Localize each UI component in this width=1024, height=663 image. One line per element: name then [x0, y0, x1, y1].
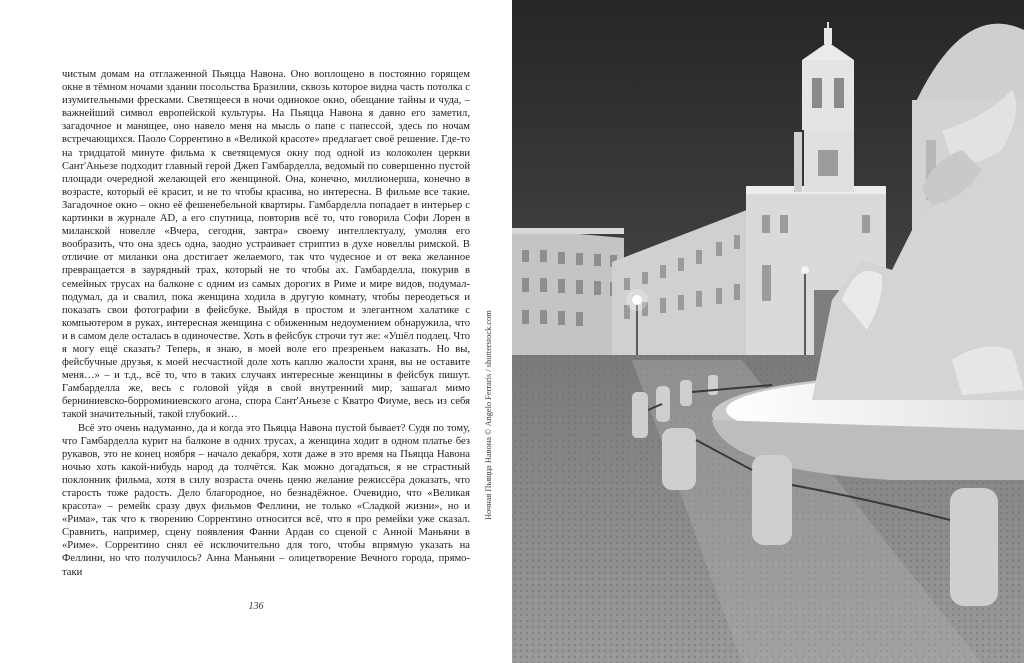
- bell-tower: [802, 60, 854, 130]
- page-number: 136: [248, 601, 264, 612]
- paragraph-2: Всё это очень надуманно, да и когда это Пьяцца Навона пустой бывает? Судя по тому, что Гамбарделла курит на балконе в одних трусах, а женщина ходит в одном платье без рукавов, это не конец ноября – начало декабря, хотя даже в это время на Пьяцца Навона ночью хоть какой-нибудь народ да толчётся. Как можно догадаться, я не страстный поклонник фильма, хотя в силу возраста очень ценю желание режиссёра доказать, что старость тоже радость. Дело благородное, но безнадёжное. Очевидно, что «Великая красота» – ремейк сразу двух фильмов Феллини, не только «Сладкой жизни», но и «Рима», так что к творению Соррентино относится всё, что я про ремейки уже сказал. Сравнить, например, сцену появления Фанни Ардан со сценой с Анной Маньяни в «Риме». Соррентино снял её исключительно для того, чтобы впрямую указать на Феллини, но что получилось? Анна Маньяни – олицетворение Вечного города, прямо-таки: [62, 422, 470, 578]
- photo-illustration: [512, 0, 1024, 663]
- article-text: [62, 68, 470, 579]
- photo-caption: Ночная Пьяцца Навона © Angelo Ferraris / shutterstock.com: [484, 310, 493, 520]
- piazza-navona-photo: [512, 0, 1024, 663]
- paragraph-1: чистым домам на отглаженной Пьяцца Навона. Оно воплощено в постоянно горящем окне в тёмном ночами здании посольства Бразилии, сквозь которое видна часть потолка с изумительными фресками. Светящееся в ночи одинокое окно, обещание тайны и чуда, – важнейший символ европейской культуры. На Пьяцца Навона я давно его заметил, загадочное и манящее, оно навело меня на мысль о папе с папессой, здесь по ночам встречающихся. Паоло Соррентино в «Великой красоте» предлагает своё решение. Где-то на тридцатой минуте фильма к светящемуся окну под одной из колоколен церкви Сант'Аньезе подходит главный герой Джеп Гамбарделла, ведомый по совершенно пустой площади очередной желающей его женщиной. Она, конечно, миллионерша, конечно в возрасте, который её красит, и не то чтобы красива, но интересна. В фильме все такие. Загадочное окно – окно её фешенебельной квартиры. Гамбарделла попадает в интерьер с картинки в журнале AD, а его спутница, повторив всё то, что говорила Софи Лорен в миланской новелле «Вчера, сегодня, завтра» своему интеллектуалу, умоляя его вообразить, что она здесь одна, заодно устраивает стриптиз в духе новеллы римской. В отличие от миланки она достигает желаемого, так что чудесное и от века желанное превращается в заурядный трах, который не то чтобы ах. Гамбарделла, покурив в семейных трусах на балконе с одним из самых дорогих в Риме и мире видов, подумал-подумал, да и свалил, пока женщина ходила в другую комнату, чтобы переодеться и показать свои фотографии в фейсбуке. Выйдя в простом и элегантном халатике с компьютером в руках, интересная женщина с обиженным недоумением обнаружила, что и в самом деле осталась в одиночестве. Хоть в фейсбук строчи тут же: «Ушёл подлец. Что я могу ещё сказать? Теперь, я знаю, в моей воле его презреньем наказать. Но вы, фейсбучные друзья, к моей несчастной доле хоть каплю жалости храня, вы не оставите меня…» – и т.д., всё то, что в таких случаях интересные женщины в фейсбук пишут. Гамбарделла же, весь с головой уйдя в свой внутренний мир, зашагал мимо берниниевско-борроминиевского агона, спора Сант'Аньезе с Кватро Фиуме, весь из себя такой значительный, такой глубокий…: [62, 69, 470, 421]
